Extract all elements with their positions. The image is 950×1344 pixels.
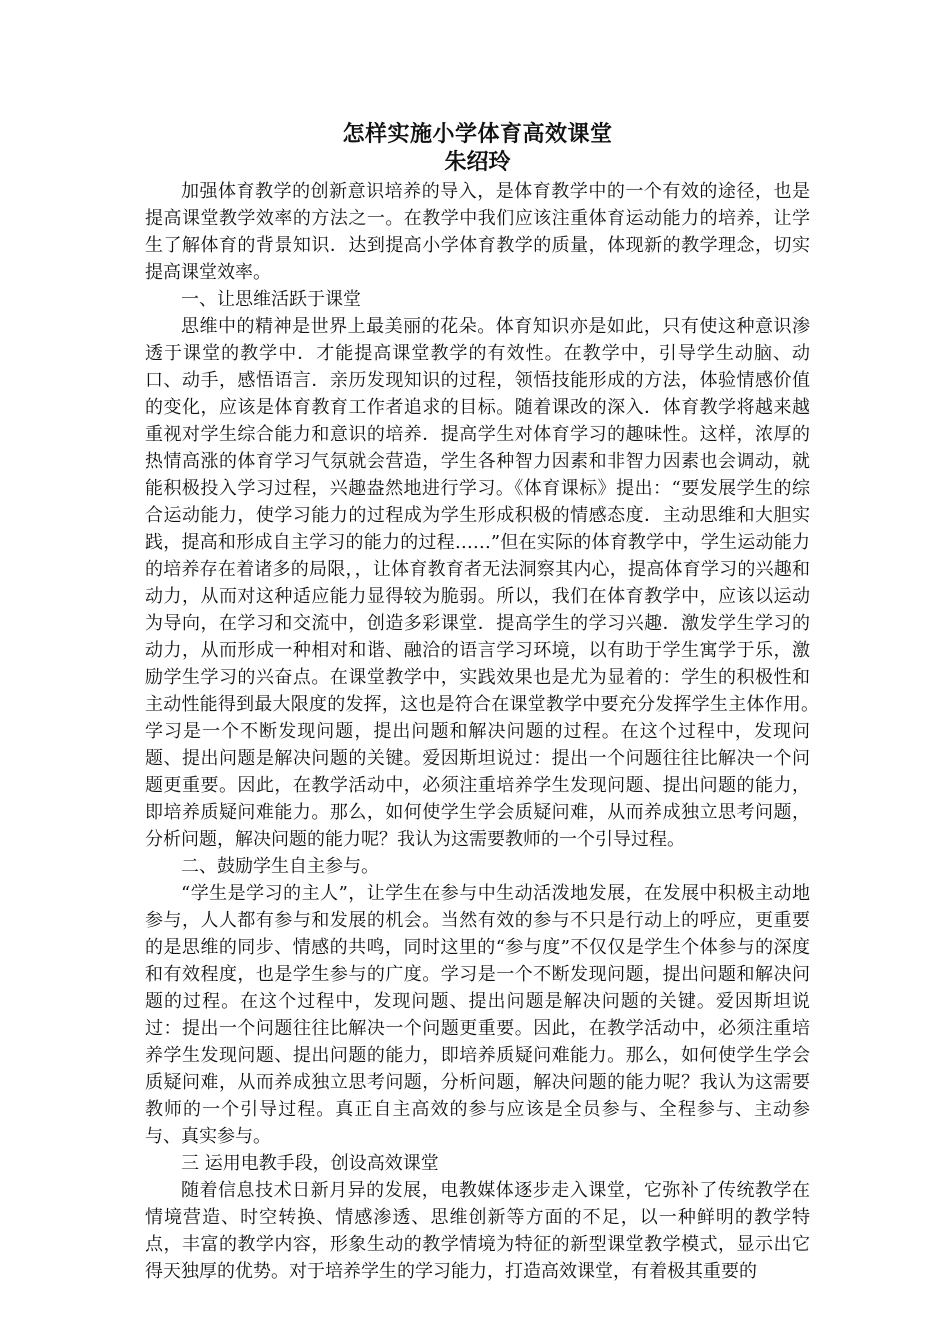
section-1-paragraph: 思维中的精神是世界上最美丽的花朵。体育知识亦是如此，只有使这种意识渗透于课堂的教学中．才能提高课堂教学的有效性。在教学中，引导学生动脑、动口、动手，感悟语言．亲历发现知识的过程，领悟技能形成的方法，体验情感价值的变化，应该是体育教育工作者追求的目标。随着课改的深入．体育教学将越来越重视对学生综合能力和意识的培养．提高学生对体育学习的趣味性。这样，浓厚的热情高涨的体育学习气氛就会营造，学生各种智力因素和非智力因素也会调动，就能积极投入学习过程，兴趣盎然地进行学习。《体育课标》提出：“要发展学生的综合运动能力，使学习能力的过程成为学生形成积极的情感态度．主动思维和大胆实践，提高和形成自主学习的能力的过程……”但在实际的体育教学中，学生运动能力的培养存在着诸多的局限，，让体育教育者无法洞察其内心，提高体育学习的兴趣和动力，从而对这种适应能力显得较为脆弱。所以，我们在体育教学中，应该以运动为导向，在学习和交流中，创造多彩课堂．提高学生的学习兴趣．激发学生学习的动力，从而形成一种相对和谐、融洽的语言学习环境，以有助于学生寓学于乐，激励学生学习的兴奋点。在课堂教学中，实践效果也是尤为显着的：学生的积极性和主动性能得到最大限度的发挥，这也是符合在课堂教学中要充分发挥学生主体作用。 学习是一个不断发现问题，提出问题和解决问题的过程。在这个过程中，发现问题、提出问题是解决问题的关键。爱因斯坦说过：提出一个问题往往比解决一个问题更重要。因此，在教学活动中，必须注重培养学生发现问题、提出问题的能力，即培养质疑问难能力。那么，如何使学生学会质疑问难，从而养成独立思考问题，分析问题，解决问题的能力呢？我认为这需要教师的一个引导过程。 [145, 316, 828, 850]
section-heading-1: 一、让思维活跃于课堂 [181, 289, 361, 310]
section-heading-3: 三 运用电教手段，创设高效课堂 [181, 1153, 439, 1174]
intro-paragraph: 加强体育教学的创新意识培养的导入，是体育教学中的一个有效的途径，也是提高课堂教学效率的方法之一。在教学中我们应该注重体育运动能力的培养，让学生了解体育的背景知识．达到提高小学体育教学的质量，体现新的教学理念，切实提高课堂效率。 [145, 181, 810, 283]
section-heading-2: 二、鼓励学生自主参与。 [181, 856, 379, 877]
document-title: 怎样实施小学体育高效课堂 [342, 121, 613, 147]
document-author: 朱绍玲 [444, 149, 511, 175]
document-body [145, 120, 828, 1285]
section-2-paragraph: “学生是学习的主人”，让学生在参与中生动活泼地发展，在发展中积极主动地参与，人人都有参与和发展的机会。当然有效的参与不只是行动上的呼应，更重要的是思维的同步、情感的共鸣，同时这里的“参与度”不仅仅是学生个体参与的深度和有效程度，也是学生参与的广度。学习是一个不断发现问题，提出问题和解决问题的过程。在这个过程中，发现问题、提出问题是解决问题的关键。爱因斯坦说过：提出一个问题往往比解决一个问题更重要。因此，在教学活动中，必须注重培养学生发现问题、提出问题的能力，即培养质疑问难能力。那么，如何使学生学会质疑问难，从而养成独立思考问题，分析问题，解决问题的能力呢？我认为这需要教师的一个引导过程。真正自主高效的参与应该是全员参与、全程参与、主动参与、真实参与。 [145, 883, 810, 1147]
section-3-paragraph: 随着信息技术日新月异的发展，电教媒体逐步走入课堂，它弥补了传统教学在情境营造、时空转换、情感渗透、思维创新等方面的不足，以一种鲜明的教学特点，丰富的教学内容，形象生动的教学情境为特征的新型课堂教学模式，显示出它得天独厚的优势。对于培养学生的学习能力，打造高效课堂，有着极其重要的 [145, 1180, 810, 1282]
